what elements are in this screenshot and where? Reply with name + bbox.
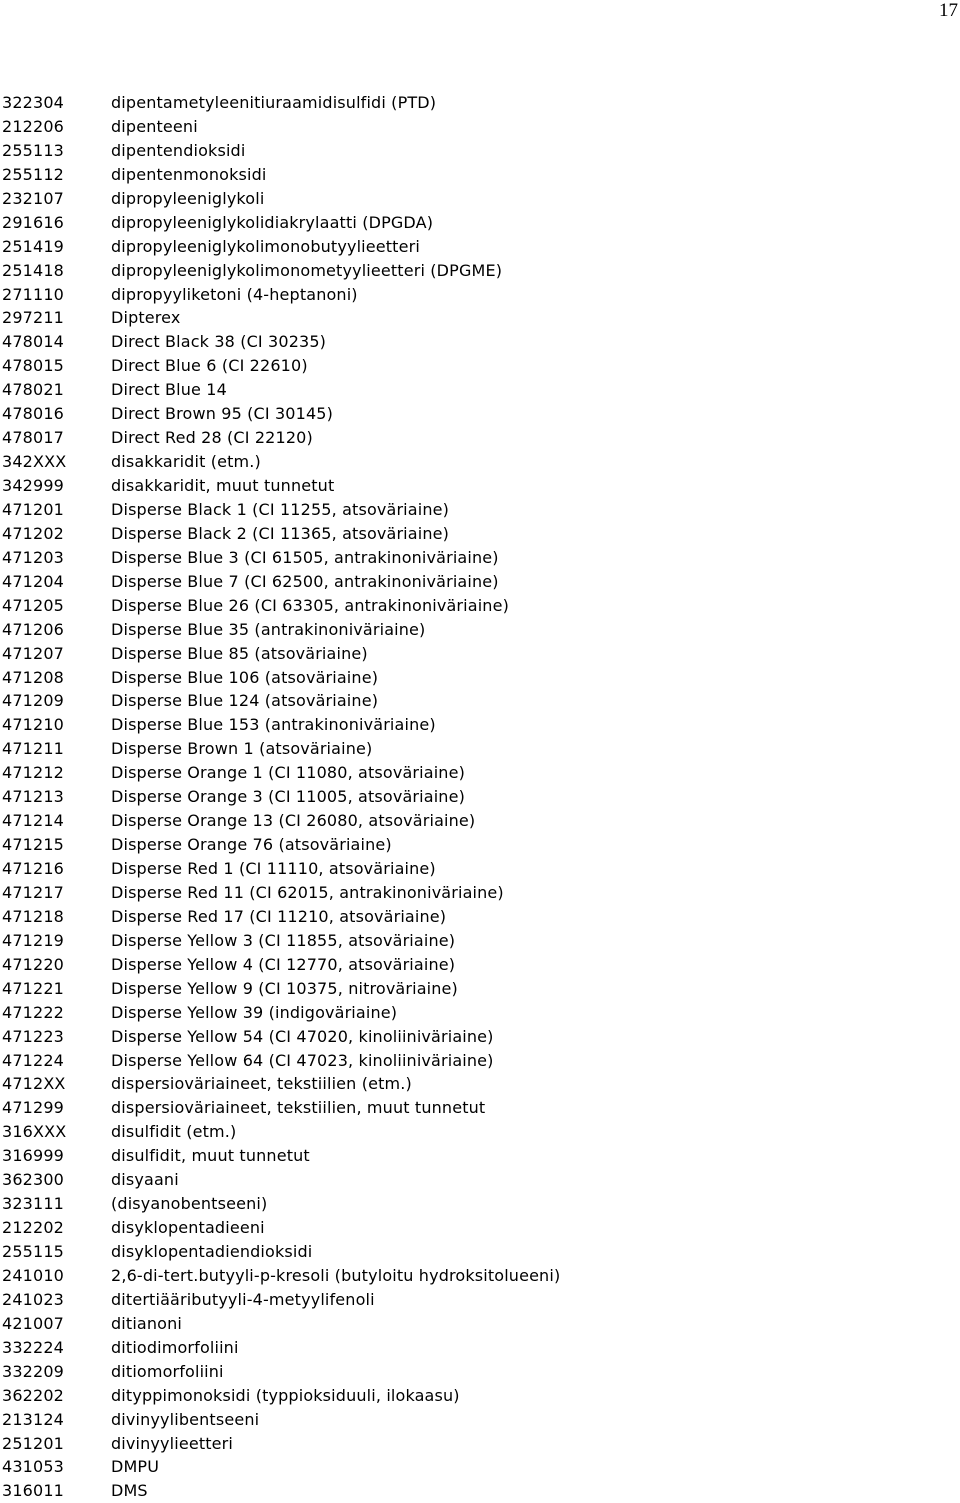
list-item	[2, 594, 942, 618]
substance-code: 478017	[2, 428, 64, 448]
substance-code: 322304	[2, 93, 64, 112]
substance-code: 342999	[2, 476, 64, 495]
list-item	[2, 785, 942, 809]
substance-code: 471203	[2, 547, 64, 567]
substance-name: Disperse Red 11 (CI 62015, antrakinoniväriaine)	[111, 882, 504, 902]
substance-name: Disperse Yellow 39 (indigoväriaine)	[111, 1002, 398, 1022]
list-item	[2, 713, 942, 737]
list-item	[2, 139, 942, 163]
substance-code: 471207	[2, 643, 64, 663]
substance-name: Disperse Yellow 64 (CI 47023, kinoliiniväriaine)	[111, 1050, 494, 1070]
substance-code: 478016	[2, 404, 64, 424]
substance-name: Disperse Red 1 (CI 11110, atsoväriaine)	[111, 859, 436, 878]
substance-code: 251418	[2, 260, 64, 280]
substance-name: Disperse Blue 35 (antrakinoniväriaine)	[111, 619, 426, 639]
list-item	[2, 953, 942, 977]
substance-name: disyaani	[111, 1170, 179, 1190]
substance-code: 478014	[2, 332, 64, 352]
substance-name: 2,6-di-tert.butyyli-p-kresoli (butyloitu hydroksitolueeni)	[111, 1265, 561, 1285]
substance-name: Disperse Blue 26 (CI 63305, antrakinoniväriaine)	[111, 595, 509, 615]
list-item	[2, 1312, 942, 1336]
substance-name: dipropyleeniglykolidiakrylaatti (DPGDA)	[111, 212, 434, 232]
substance-code: 291616	[2, 212, 64, 232]
list-item	[2, 1264, 942, 1288]
list-item	[2, 977, 942, 1001]
substance-code: 471215	[2, 835, 64, 855]
substance-name: ditiodimorfoliini	[111, 1337, 239, 1357]
substance-name: Disperse Orange 13 (CI 26080, atsoväriaine)	[111, 811, 476, 831]
substance-code: 362300	[2, 1170, 64, 1190]
substance-code: 471206	[2, 619, 64, 639]
list-item	[2, 1168, 942, 1192]
substance-name: dipentenmonoksidi	[111, 164, 267, 184]
list-item	[2, 306, 942, 330]
substance-code: 478021	[2, 380, 64, 400]
list-item	[2, 618, 942, 642]
substance-name: dispersioväriaineet, tekstiilien (etm.)	[111, 1074, 412, 1094]
substance-code: 471211	[2, 739, 64, 759]
list-item	[2, 1408, 942, 1432]
substance-code: 421007	[2, 1313, 64, 1333]
list-item	[2, 1072, 942, 1096]
substance-name: DMS	[111, 1481, 148, 1501]
list-item	[2, 1360, 942, 1384]
list-item	[2, 450, 942, 474]
list-item	[2, 1479, 942, 1503]
substance-name: dipropyleeniglykolimonometyylieetteri (DPGME)	[111, 260, 503, 280]
substance-name: disyklopentadiendioksidi	[111, 1242, 313, 1261]
substance-code: 471212	[2, 763, 64, 783]
substance-name: dipentametyleenitiuraamidisulfidi (PTD)	[111, 93, 437, 112]
substance-name: Disperse Blue 3 (CI 61505, antrakinoniväriaine)	[111, 547, 499, 567]
substance-name: Disperse Blue 106 (atsoväriaine)	[111, 667, 379, 687]
list-item	[2, 857, 942, 881]
substance-name: Disperse Yellow 3 (CI 11855, atsoväriaine)	[111, 930, 456, 950]
substance-code: 332224	[2, 1337, 64, 1357]
list-item	[2, 1288, 942, 1312]
list-item	[2, 426, 942, 450]
substance-code: 251201	[2, 1433, 64, 1453]
substance-name: disulfidit, muut tunnetut	[111, 1146, 310, 1166]
substance-code: 213124	[2, 1409, 64, 1429]
substance-code-list	[2, 91, 942, 1503]
list-item	[2, 211, 942, 235]
substance-code: 255115	[2, 1242, 64, 1261]
substance-name: Disperse Orange 76 (atsoväriaine)	[111, 835, 392, 855]
substance-name: disakkaridit (etm.)	[111, 452, 261, 472]
substance-name: dipropyyliketoni (4-heptanoni)	[111, 284, 358, 304]
substance-name: Disperse Blue 85 (atsoväriaine)	[111, 643, 368, 663]
substance-code: 255113	[2, 140, 64, 160]
substance-code: 471221	[2, 978, 64, 998]
list-item	[2, 1240, 942, 1264]
substance-name: DMPU	[111, 1457, 160, 1477]
list-item	[2, 1192, 942, 1216]
list-item	[2, 1096, 942, 1120]
list-item	[2, 761, 942, 785]
substance-code: 271110	[2, 284, 64, 304]
substance-name: Direct Blue 6 (CI 22610)	[111, 356, 308, 376]
substance-name: ditiomorfoliini	[111, 1361, 224, 1381]
substance-code: 232107	[2, 188, 64, 208]
list-item	[2, 570, 942, 594]
list-item	[2, 330, 942, 354]
substance-name: Disperse Blue 124 (atsoväriaine)	[111, 691, 379, 711]
substance-name: Direct Brown 95 (CI 30145)	[111, 404, 334, 424]
list-item	[2, 235, 942, 259]
substance-code: 316999	[2, 1146, 64, 1166]
substance-code: 332209	[2, 1361, 64, 1381]
list-item	[2, 259, 942, 283]
substance-name: Disperse Yellow 4 (CI 12770, atsoväriaine)	[111, 954, 456, 974]
substance-code: 471210	[2, 715, 64, 735]
substance-name: dipentendioksidi	[111, 140, 246, 160]
list-item	[2, 881, 942, 905]
substance-name: ditertiääributyyli-4-metyylifenoli	[111, 1289, 375, 1309]
substance-name: Disperse Orange 1 (CI 11080, atsoväriaine)	[111, 763, 465, 783]
list-item	[2, 809, 942, 833]
substance-code: 297211	[2, 308, 64, 328]
substance-code: 471202	[2, 523, 64, 543]
substance-code: 471204	[2, 571, 64, 591]
list-item	[2, 1216, 942, 1240]
substance-code: 471218	[2, 906, 64, 926]
list-item	[2, 522, 942, 546]
substance-code: 471201	[2, 499, 64, 519]
list-item	[2, 1049, 942, 1073]
list-item	[2, 498, 942, 522]
substance-name: Disperse Orange 3 (CI 11005, atsoväriaine)	[111, 787, 465, 807]
substance-code: 471213	[2, 787, 64, 807]
substance-code: 471208	[2, 667, 64, 687]
substance-name: Disperse Red 17 (CI 11210, atsoväriaine)	[111, 906, 447, 926]
list-item	[2, 283, 942, 307]
substance-code: 316011	[2, 1481, 64, 1501]
substance-code: 471299	[2, 1098, 64, 1118]
substance-name: Disperse Brown 1 (atsoväriaine)	[111, 739, 373, 759]
substance-name: Disperse Black 1 (CI 11255, atsoväriaine)	[111, 499, 450, 519]
list-item	[2, 402, 942, 426]
substance-code: 255112	[2, 164, 64, 184]
substance-code: 471205	[2, 595, 64, 615]
substance-code: 241023	[2, 1289, 64, 1309]
substance-code: 471217	[2, 882, 64, 902]
list-item	[2, 1384, 942, 1408]
substance-name: Disperse Black 2 (CI 11365, atsoväriaine)	[111, 523, 450, 543]
substance-name: dipenteeni	[111, 116, 198, 136]
substance-code: 4712XX	[2, 1074, 66, 1094]
list-item	[2, 1455, 942, 1479]
substance-code: 471223	[2, 1026, 64, 1046]
substance-code: 342XXX	[2, 452, 67, 472]
substance-name: Disperse Yellow 9 (CI 10375, nitroväriaine)	[111, 978, 458, 998]
substance-name: Dipterex	[111, 308, 181, 328]
list-item	[2, 1336, 942, 1360]
list-item	[2, 689, 942, 713]
substance-name: (disyanobentseeni)	[111, 1194, 268, 1214]
substance-name: Direct Blue 14	[111, 380, 227, 400]
list-item	[2, 1120, 942, 1144]
substance-name: Direct Red 28 (CI 22120)	[111, 428, 313, 448]
substance-code: 323111	[2, 1194, 64, 1214]
list-item	[2, 474, 942, 498]
substance-name: disyklopentadieeni	[111, 1218, 265, 1238]
substance-name: divinyylieetteri	[111, 1433, 233, 1453]
substance-name: Direct Black 38 (CI 30235)	[111, 332, 327, 352]
substance-name: dipropyleeniglykoli	[111, 188, 265, 208]
substance-code: 471214	[2, 811, 64, 831]
list-item	[2, 666, 942, 690]
list-item	[2, 833, 942, 857]
substance-name: Disperse Yellow 54 (CI 47020, kinoliiniväriaine)	[111, 1026, 494, 1046]
list-item	[2, 1432, 942, 1456]
page-number: 17	[939, 0, 958, 21]
list-item	[2, 1001, 942, 1025]
substance-code: 471209	[2, 691, 64, 711]
substance-code: 471216	[2, 859, 64, 878]
substance-code: 212202	[2, 1218, 64, 1238]
substance-code: 316XXX	[2, 1122, 67, 1142]
list-item	[2, 929, 942, 953]
substance-code: 471219	[2, 930, 64, 950]
substance-code: 241010	[2, 1265, 64, 1285]
list-item	[2, 163, 942, 187]
list-item	[2, 1025, 942, 1049]
substance-code: 471224	[2, 1050, 64, 1070]
substance-code: 251419	[2, 236, 64, 256]
substance-code: 362202	[2, 1385, 64, 1405]
substance-name: Disperse Blue 153 (antrakinoniväriaine)	[111, 715, 436, 735]
substance-name: disakkaridit, muut tunnetut	[111, 476, 335, 495]
substance-name: divinyylibentseeni	[111, 1409, 260, 1429]
list-item	[2, 91, 942, 115]
substance-code: 471220	[2, 954, 64, 974]
substance-name: Disperse Blue 7 (CI 62500, antrakinoniväriaine)	[111, 571, 499, 591]
substance-name: dispersioväriaineet, tekstiilien, muut tunnetut	[111, 1098, 486, 1118]
substance-name: disulfidit (etm.)	[111, 1122, 237, 1142]
list-item	[2, 642, 942, 666]
list-item	[2, 378, 942, 402]
substance-code: 212206	[2, 116, 64, 136]
substance-name: dipropyleeniglykolimonobutyylieetteri	[111, 236, 420, 256]
list-item	[2, 1144, 942, 1168]
list-item	[2, 187, 942, 211]
substance-code: 431053	[2, 1457, 64, 1477]
list-item	[2, 905, 942, 929]
substance-name: ditianoni	[111, 1313, 182, 1333]
substance-code: 471222	[2, 1002, 64, 1022]
substance-name: dityppimonoksidi (typpioksiduuli, ilokaasu)	[111, 1385, 460, 1405]
substance-code: 478015	[2, 356, 64, 376]
list-item	[2, 546, 942, 570]
list-item	[2, 354, 942, 378]
list-item	[2, 737, 942, 761]
list-item	[2, 115, 942, 139]
